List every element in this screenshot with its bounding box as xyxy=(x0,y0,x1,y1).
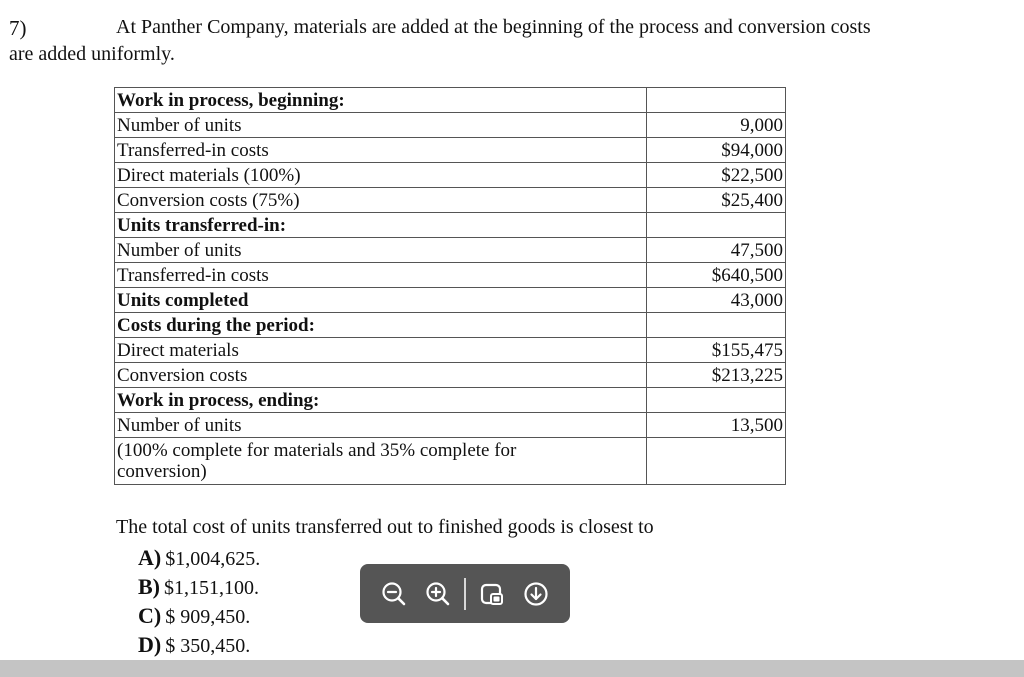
question-intro-line2: are added uniformly. xyxy=(9,43,175,65)
row-value: $213,225 xyxy=(647,363,786,388)
table-row xyxy=(115,313,786,338)
option-letter: D) xyxy=(138,632,162,657)
table-row xyxy=(115,113,786,138)
option-letter: B) xyxy=(138,574,160,599)
answer-option-c[interactable] xyxy=(138,603,250,629)
table-row xyxy=(115,238,786,263)
zoom-in-button[interactable] xyxy=(421,577,455,611)
table-row xyxy=(115,413,786,438)
row-value xyxy=(647,388,786,413)
row-label: Conversion costs (75%) xyxy=(115,188,647,213)
row-value: $25,400 xyxy=(647,188,786,213)
row-value: 47,500 xyxy=(647,238,786,263)
download-button[interactable] xyxy=(519,577,553,611)
cost-data-table xyxy=(114,87,786,485)
row-label: Number of units xyxy=(115,238,647,263)
row-value xyxy=(647,88,786,113)
zoom-out-button[interactable] xyxy=(377,577,411,611)
row-label: Transferred-in costs xyxy=(115,138,647,163)
download-icon xyxy=(522,580,550,608)
table-row xyxy=(115,288,786,313)
zoom-out-icon xyxy=(380,580,408,608)
image-toolbar xyxy=(360,564,570,623)
row-value xyxy=(647,438,786,485)
row-label: Direct materials (100%) xyxy=(115,163,647,188)
row-label: Transferred-in costs xyxy=(115,263,647,288)
question-intro-line1: At Panther Company, materials are added at the beginning of the process and conversion costs xyxy=(116,16,871,38)
row-label: Number of units xyxy=(115,113,647,138)
answer-option-d[interactable] xyxy=(138,632,250,658)
option-letter: A) xyxy=(138,545,162,570)
row-value: $155,475 xyxy=(647,338,786,363)
option-letter: C) xyxy=(138,603,162,628)
row-label: Units transferred-in: xyxy=(115,213,647,238)
row-label: Costs during the period: xyxy=(115,313,647,338)
row-label: Number of units xyxy=(115,413,647,438)
zoom-in-icon xyxy=(424,580,452,608)
row-label: Work in process, ending: xyxy=(115,388,647,413)
table-row xyxy=(115,188,786,213)
table-row xyxy=(115,388,786,413)
row-label: Work in process, beginning: xyxy=(115,88,647,113)
row-label: Direct materials xyxy=(115,338,647,363)
horizontal-scrollbar[interactable] xyxy=(0,660,1024,677)
row-value: $94,000 xyxy=(647,138,786,163)
screenshot-icon xyxy=(478,580,506,608)
row-value: 9,000 xyxy=(647,113,786,138)
question-prompt: The total cost of units transferred out to finished goods is closest to xyxy=(116,516,654,538)
answer-option-b[interactable] xyxy=(138,574,259,600)
toolbar-divider xyxy=(464,578,466,610)
table-row xyxy=(115,338,786,363)
row-value: $22,500 xyxy=(647,163,786,188)
row-value: $640,500 xyxy=(647,263,786,288)
row-value xyxy=(647,313,786,338)
screenshot-button[interactable] xyxy=(475,577,509,611)
table-row xyxy=(115,163,786,188)
table-row xyxy=(115,363,786,388)
table-row xyxy=(115,138,786,163)
row-label: Units completed xyxy=(115,288,647,313)
table-row xyxy=(115,88,786,113)
row-label: Conversion costs xyxy=(115,363,647,388)
option-text: $ 909,450. xyxy=(165,606,251,628)
row-value: 13,500 xyxy=(647,413,786,438)
option-text: $1,151,100. xyxy=(164,577,259,599)
table-row xyxy=(115,213,786,238)
answer-option-a[interactable] xyxy=(138,545,260,571)
option-text: $1,004,625. xyxy=(165,548,261,570)
row-value: 43,000 xyxy=(647,288,786,313)
note-text: (100% complete for materials and 35% complete for conversion) xyxy=(117,440,517,482)
option-text: $ 350,450. xyxy=(165,635,251,657)
question-number: 7) xyxy=(9,16,27,40)
row-value xyxy=(647,213,786,238)
row-label xyxy=(115,438,647,485)
table-row xyxy=(115,438,786,485)
table-row xyxy=(115,263,786,288)
